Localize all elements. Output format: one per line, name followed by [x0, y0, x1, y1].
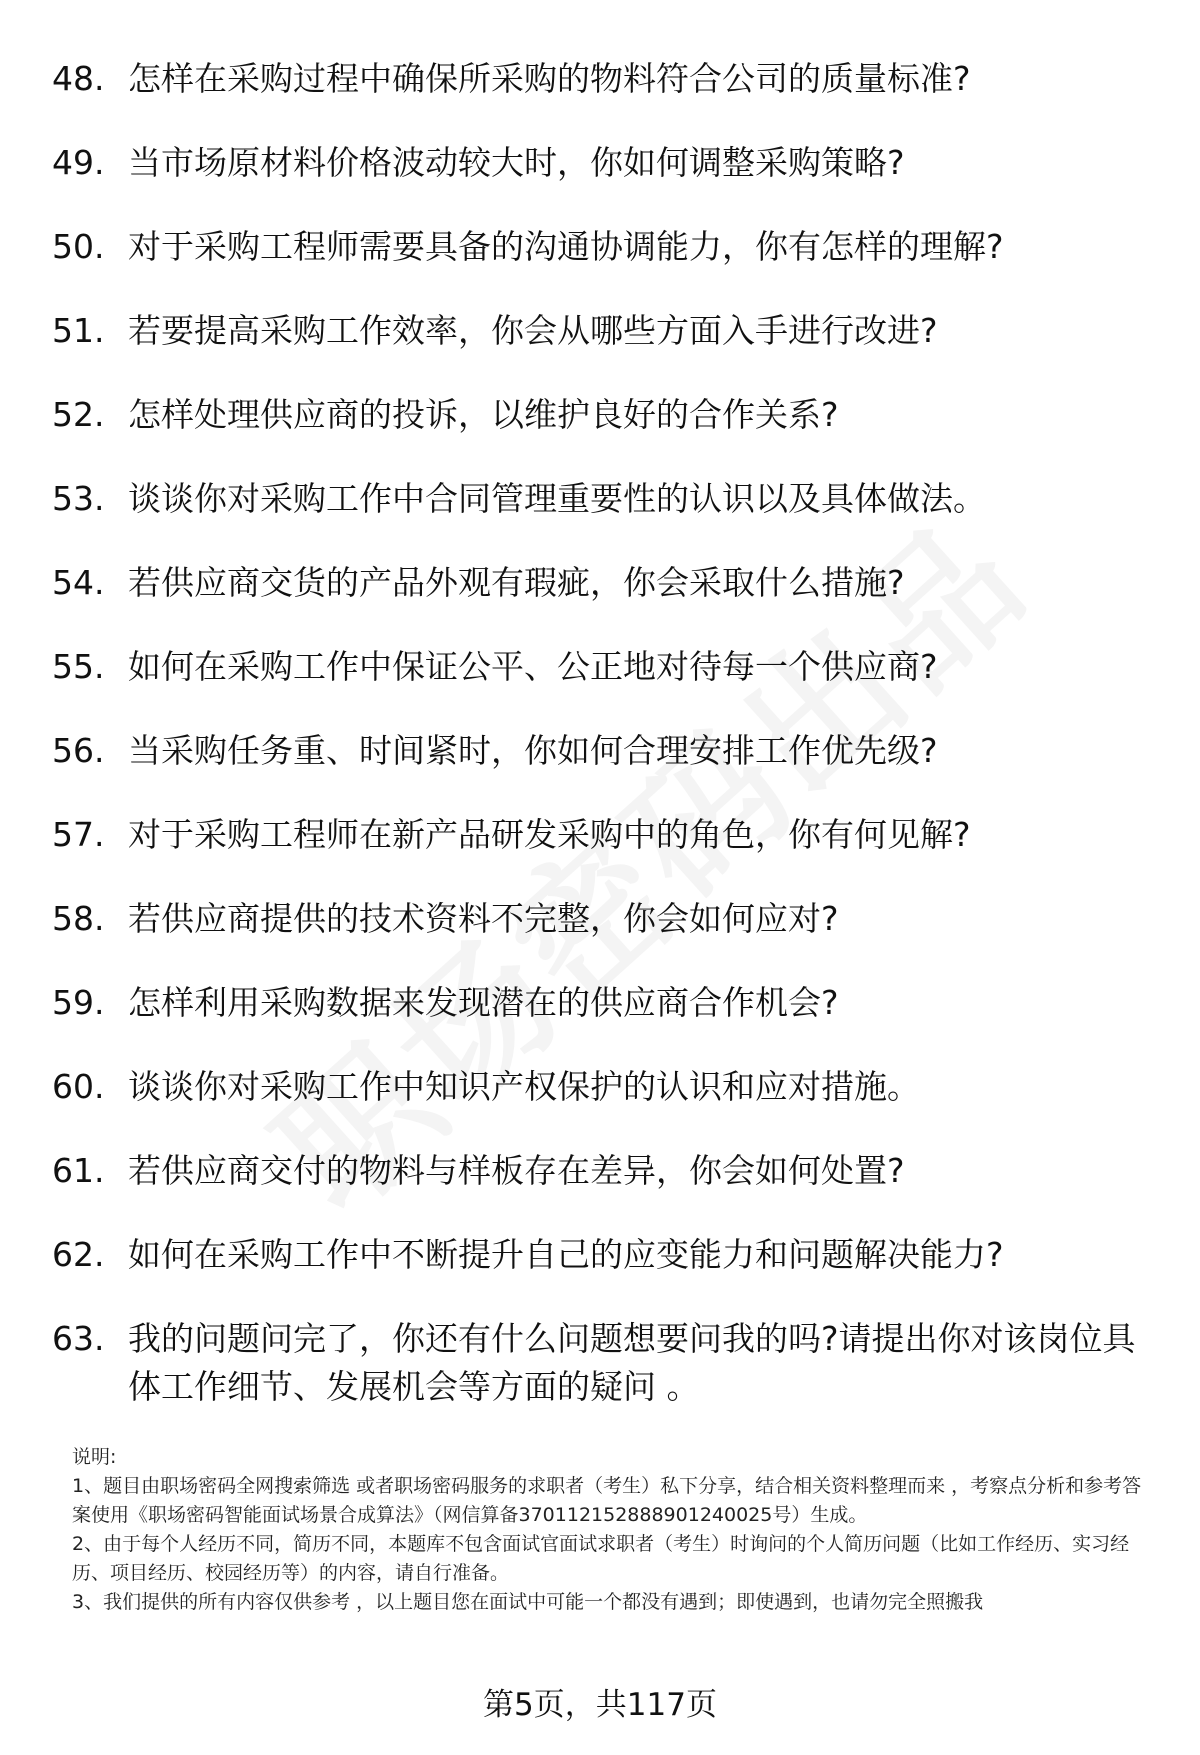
question-text: 对于采购工程师在新产品研发采购中的角色，你有何见解? [128, 815, 971, 854]
question-item [52, 727, 1152, 811]
question-number: 59. [52, 983, 105, 1022]
question-number: 60. [52, 1067, 105, 1106]
question-text: 对于采购工程师需要具备的沟通协调能力，你有怎样的理解? [128, 227, 1004, 266]
question-item [52, 895, 1152, 979]
question-item [52, 979, 1152, 1063]
question-item [52, 391, 1152, 475]
page-footer: 第5页，共117页 [483, 1687, 717, 1723]
question-text: 如何在采购工作中不断提升自己的应变能力和问题解决能力? [128, 1235, 1004, 1274]
question-text: 若供应商交付的物料与样板存在差异，你会如何处置? [128, 1151, 905, 1190]
question-text: 若要提高采购工作效率，你会从哪些方面入手进行改进? [128, 311, 938, 350]
question-text: 当市场原材料价格波动较大时，你如何调整采购策略? [128, 143, 905, 182]
question-text: 怎样在采购过程中确保所采购的物料符合公司的质量标准? [128, 59, 971, 98]
question-item [52, 55, 1152, 139]
question-number: 49. [52, 143, 105, 182]
question-number: 58. [52, 899, 105, 938]
question-item [52, 1063, 1152, 1147]
note-item: 2、由于每个人经历不同，简历不同，本题库不包含面试官面试求职者（考生）时询问的个人简历问题（比如工作经历、实习经历、项目经历、校园经历等）的内容，请自行准备。 [72, 1533, 1130, 1584]
question-item [52, 475, 1152, 559]
question-item [52, 811, 1152, 895]
question-list [52, 55, 1152, 1411]
question-number: 52. [52, 395, 105, 434]
question-number: 57. [52, 815, 105, 854]
question-number: 61. [52, 1151, 105, 1190]
question-number: 53. [52, 479, 105, 518]
note-item: 1、题目由职场密码全网搜索筛选 或者职场密码服务的求职者（考生）私下分享，结合相关资料整理而来 ，考察点分析和参考答案使用《职场密码智能面试场景合成算法》（网信算备370112152888901240025号）生成。 [72, 1475, 1142, 1526]
question-item [52, 1315, 1152, 1411]
question-number: 51. [52, 311, 105, 350]
question-item [52, 1231, 1152, 1315]
note-item: 3、我们提供的所有内容仅供参考 ，以上题目您在面试中可能一个都没有遇到；即使遇到，也请勿完全照搬我 [72, 1591, 984, 1613]
question-item [52, 643, 1152, 727]
question-text: 怎样处理供应商的投诉，以维护良好的合作关系? [128, 395, 839, 434]
question-number: 54. [52, 563, 105, 602]
question-text: 若供应商提供的技术资料不完整，你会如何应对? [128, 899, 839, 938]
notes-section [72, 1443, 1152, 1617]
question-text: 谈谈你对采购工作中知识产权保护的认识和应对措施。 [128, 1067, 920, 1106]
question-item [52, 1147, 1152, 1231]
question-number: 56. [52, 731, 105, 770]
question-item [52, 139, 1152, 223]
question-text: 当采购任务重、时间紧时，你如何合理安排工作优先级? [128, 731, 938, 770]
question-number: 48. [52, 59, 105, 98]
question-item [52, 559, 1152, 643]
question-item [52, 223, 1152, 307]
notes-heading: 说明: [72, 1446, 117, 1468]
question-text: 谈谈你对采购工作中合同管理重要性的认识以及具体做法。 [128, 479, 986, 518]
question-number: 55. [52, 647, 105, 686]
question-number: 62. [52, 1235, 105, 1274]
question-number: 63. [52, 1319, 105, 1358]
question-item [52, 307, 1152, 391]
question-text: 若供应商交货的产品外观有瑕疵，你会采取什么措施? [128, 563, 905, 602]
question-text: 怎样利用采购数据来发现潜在的供应商合作机会? [128, 983, 839, 1022]
question-text: 我的问题问完了，你还有什么问题想要问我的吗?请提出你对该岗位具体工作细节、发展机会等方面的疑问 。 [128, 1319, 1136, 1406]
question-text: 如何在采购工作中保证公平、公正地对待每一个供应商? [128, 647, 938, 686]
question-number: 50. [52, 227, 105, 266]
